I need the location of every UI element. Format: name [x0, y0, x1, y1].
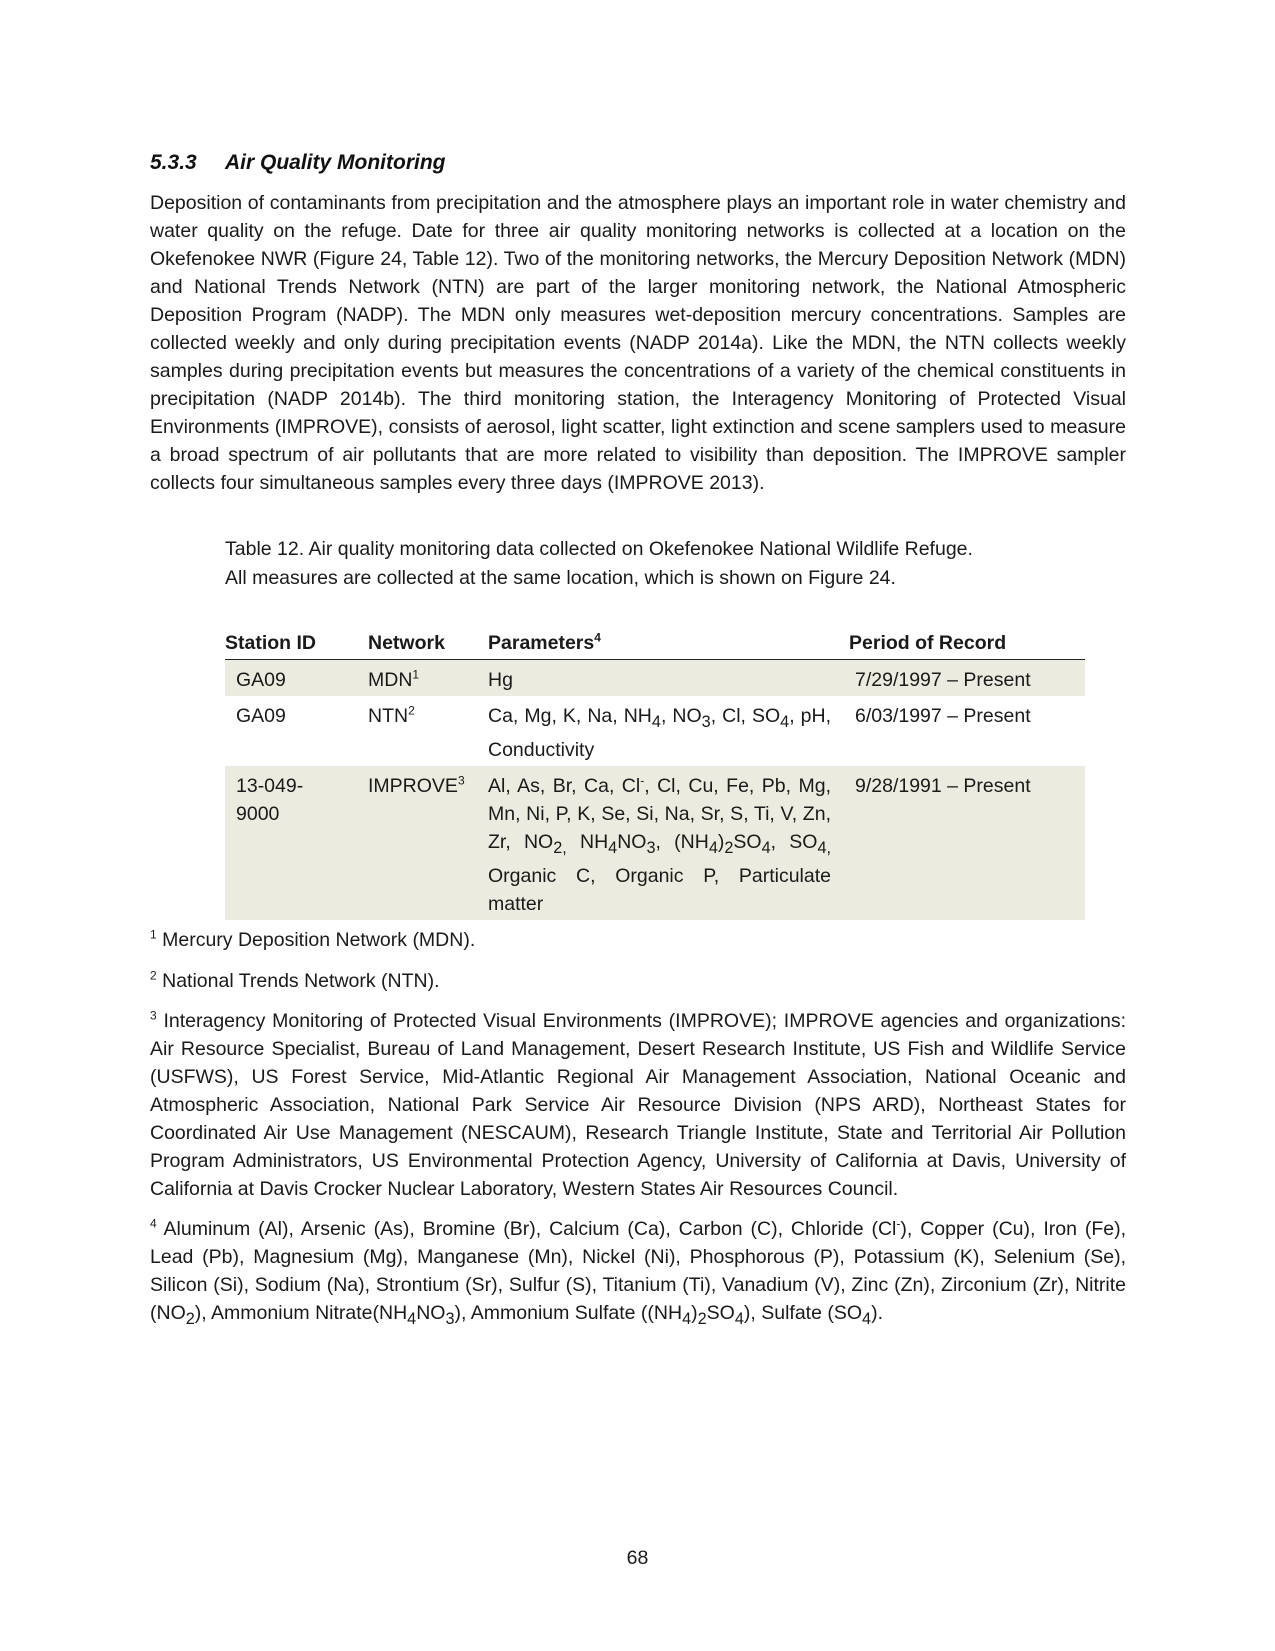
page-content [150, 149, 1126, 1333]
footnote-mark: 1 [150, 927, 157, 942]
cell-network [368, 696, 488, 766]
header-parameters-label: Parameters [488, 632, 595, 654]
network-label: MDN [368, 669, 413, 691]
network-note: 1 [412, 667, 420, 682]
section-heading [150, 149, 1126, 177]
table-caption [225, 535, 1065, 593]
footnote-text: Mercury Deposition Network (MDN). [162, 928, 476, 951]
footnote-4 [150, 1215, 1126, 1333]
table-header-row [225, 629, 1085, 660]
cell-station-id: 13-049- 9000 [225, 766, 368, 920]
table-row [225, 696, 1085, 766]
footnote-mark: 3 [150, 1008, 157, 1023]
network-label: IMPROVE [368, 774, 458, 797]
cell-network [368, 766, 488, 920]
cell-period: 9/28/1991 – Present [849, 766, 1085, 920]
footnote-text: Interagency Monitoring of Protected Visual Environments (IMPROVE); IMPROVE agencies and organizations: Air Resource Specialist, Bureau of Land Management, Desert Research Institute, US Fish and Wildlife Service (USFWS), US Forest Service, Mid-Atlantic Regional Air Management Association, National Oceanic and Atmospheric Association, National Park Service Air Resource Division (NPS ARD), Northeast States for Coordinated Air Use Management (NESCAUM), Research Triangle Institute, State and Territorial Air Pollution Program Administrators, US Environmental Protection Agency, University of California at Davis, University of California at Davis Crocker Nuclear Laboratory, Western States Air Resources Council. [150, 1009, 1126, 1200]
cell-parameters: Ca, Mg, K, Na, $NH_4$, $NO_3$, Cl, $SO_4$, pH, Conductivity [488, 705, 832, 761]
footnote-2 [150, 967, 1126, 995]
table-row [225, 660, 1085, 697]
network-note: 2 [408, 703, 415, 718]
cell-period: 6/03/1997 – Present [855, 705, 1031, 727]
network-label: NTN [368, 705, 409, 727]
header-parameters-note: 4 [594, 630, 601, 645]
header-period-of-record: Period of Record [849, 629, 1085, 660]
header-station-id: Station ID [225, 629, 368, 660]
body-paragraph: Deposition of contaminants from precipitation and the atmosphere plays an important role in water chemistry and water quality on the refuge. Date for three air quality monitoring networks is collected at a location on the Okefenokee NWR (Figure 24, Table 12). Two of the monitoring networks, the Mercury Deposition Network (MDN) and National Trends Network (NTN) are part of the larger monitoring network, the National Atmospheric Deposition Program (NADP). The MDN only measures wet-deposition mercury concentrations. Samples are collected weekly and only during precipitation events (NADP 2014a). Like the MDN, the NTN collects weekly samples during precipitation events but measures the concentrations of a variety of the chemical constituents in precipitation (NADP 2014b). The third monitoring station, the Interagency Monitoring of Protected Visual Environments (IMPROVE), consists of aerosol, light scatter, light extinction and scene samplers used to measure a broad spectrum of air pollutants that are more related to visibility than deposition. The IMPROVE sampler collects four simultaneous samples every three days (IMPROVE 2013). [150, 192, 1126, 494]
section-number: 5.3.3 [150, 151, 197, 174]
footnote-3 [150, 1007, 1126, 1203]
footnote-mark: 2 [150, 968, 157, 983]
footnote-mark: 4 [150, 1216, 157, 1231]
footnote-1 [150, 926, 1126, 954]
header-network: Network [368, 629, 488, 660]
footnote-text: National Trends Network (NTN). [162, 969, 440, 992]
network-note: 3 [457, 773, 465, 788]
air-quality-table [225, 629, 1085, 920]
header-parameters [488, 629, 849, 660]
section-title: Air Quality Monitoring [225, 151, 446, 174]
caption-line-2: All measures are collected at the same location, which is shown on Figure 24. [225, 567, 896, 589]
caption-line-1: Table 12. Air quality monitoring data collected on Okefenokee National Wildlife Refuge. [225, 538, 973, 560]
cell-parameters: Al, As, Br, Ca, Cl-, Cl, Cu, Fe, Pb, Mg, Mn, Ni, P, K, Se, Si, Na, Sr, S, Ti, V, Zn, Zr, $NO_{2,}$ $NH_4NO_3$, $(NH_4)_2SO_4$, $SO_{4,}$ Organic C, Organic P, Particulate matter [488, 766, 849, 920]
cell-network [368, 660, 488, 697]
cell-station-id: GA09 [236, 705, 286, 727]
page-number: 68 [626, 1547, 649, 1569]
cell-parameters: Hg [488, 660, 849, 697]
footnote-text: Aluminum (Al), Arsenic (As), Bromine (Br), Calcium (Ca), Carbon (C), Chloride (Cl-), Copper (Cu), Iron (Fe), Lead (Pb), Magnesium (Mg), Manganese (Mn), Nickel (Ni), Phosphorous (P), Potassium (K), Selenium (Se), Silicon (Si), Sodium (Na), Strontium (Sr), Sulfur (S), Titanium (Ti), Vanadium (V), Zinc (Zn), Zirconium (Zr), Nitrite $(NO_2)$, Ammonium $Nitrate(NH_4NO_3)$, Ammonium Sulfate $((NH_4)_2SO_4)$, Sulfate $(SO_4)$. [150, 1216, 1126, 1328]
cell-period: 7/29/1997 – Present [849, 660, 1085, 697]
cell-station-id: GA09 [225, 660, 368, 697]
table-row [225, 766, 1085, 920]
